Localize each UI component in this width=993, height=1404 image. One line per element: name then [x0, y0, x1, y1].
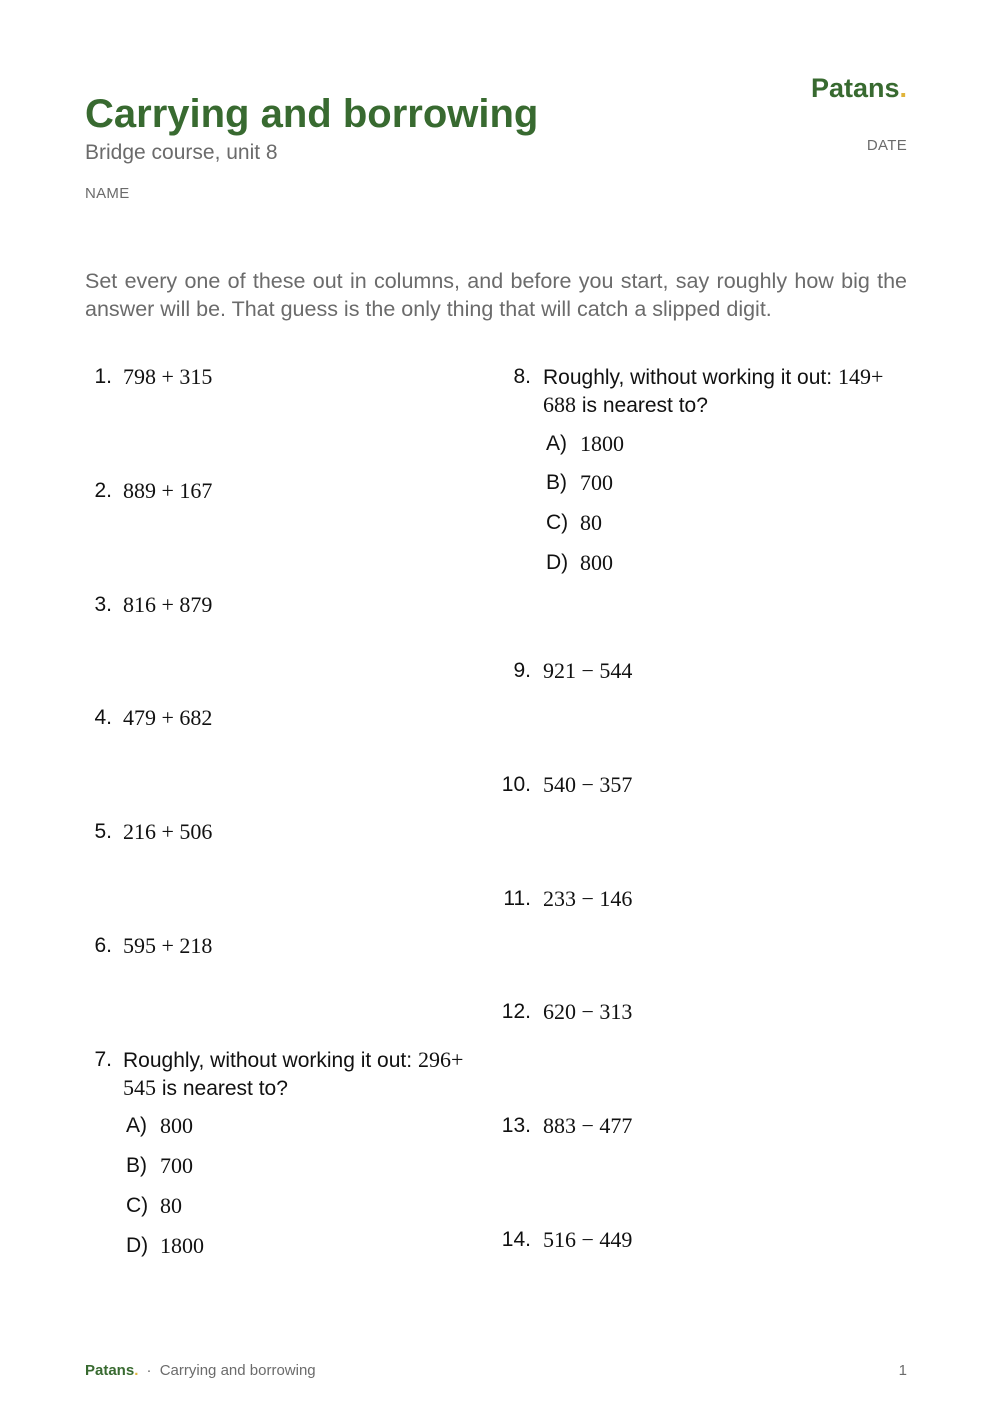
question-expression: 540 − 357 [543, 772, 633, 797]
q7-option-d[interactable] [126, 1232, 326, 1262]
option-letter: B) [126, 1154, 147, 1177]
option-letter: C) [126, 1194, 149, 1217]
question-number: 7. [94, 1048, 112, 1071]
option-value: 1800 [160, 1233, 204, 1258]
page-subtitle: Bridge course, unit 8 [85, 141, 278, 164]
brand-logo [811, 73, 907, 104]
question-number: 5. [94, 820, 112, 843]
page-footer [85, 1362, 907, 1382]
question-14 [499, 1226, 899, 1256]
option-value: 700 [580, 470, 613, 495]
question-expression: 233 − 146 [543, 886, 633, 911]
question-number: 4. [94, 706, 112, 729]
option-letter: A) [546, 432, 567, 455]
option-value: 700 [160, 1153, 193, 1178]
question-prompt: Roughly, without working it out: [123, 1049, 413, 1072]
question-expression: 216 + 506 [123, 819, 213, 844]
question-expression-part1: 296+ [417, 1047, 464, 1072]
question-11 [499, 885, 899, 915]
q7-option-b[interactable] [126, 1152, 326, 1182]
question-expression: 889 + 167 [123, 478, 213, 503]
footer-separator: · [146, 1362, 152, 1379]
question-9 [499, 657, 899, 687]
question-expression: 479 + 682 [123, 705, 213, 730]
question-expression-part2: 545 [123, 1075, 156, 1100]
question-10 [499, 771, 899, 801]
question-prompt-line1 [543, 363, 883, 392]
option-value: 800 [580, 550, 613, 575]
option-value: 80 [160, 1193, 182, 1218]
question-number: 2. [94, 479, 112, 502]
question-prompt-line1 [123, 1046, 463, 1075]
question-number: 1. [94, 365, 112, 388]
footer-title: Carrying and borrowing [159, 1362, 316, 1379]
option-value: 1800 [580, 431, 624, 456]
option-value: 80 [580, 510, 602, 535]
question-2 [80, 477, 480, 507]
question-suffix: is nearest to? [161, 1077, 288, 1100]
question-number: 12. [501, 1000, 531, 1023]
question-expression: 595 + 218 [123, 933, 213, 958]
option-letter: D) [546, 551, 569, 574]
question-expression: 921 − 544 [543, 658, 633, 683]
question-expression: 798 + 315 [123, 364, 213, 389]
q8-option-c[interactable] [546, 509, 746, 539]
question-number: 11. [503, 887, 531, 910]
footer-brand-dot: . [134, 1362, 139, 1379]
q7-option-a[interactable] [126, 1112, 326, 1142]
q8-option-b[interactable] [546, 469, 746, 499]
question-number: 9. [513, 659, 531, 682]
footer-brand-name: Patans [85, 1362, 135, 1379]
question-number: 10. [501, 773, 531, 796]
question-expression: 516 − 449 [543, 1227, 633, 1252]
question-expression: 883 − 477 [543, 1113, 633, 1138]
option-letter: C) [546, 511, 569, 534]
q8-option-a[interactable] [546, 430, 746, 460]
q7-option-c[interactable] [126, 1192, 326, 1222]
question-expression-part1: 149+ [837, 364, 884, 389]
question-suffix: is nearest to? [581, 394, 708, 417]
question-4 [80, 704, 480, 734]
question-13 [499, 1112, 899, 1142]
question-expression: 816 + 879 [123, 592, 213, 617]
question-7 [80, 1046, 500, 1106]
footer-brand [85, 1362, 138, 1379]
question-prompt: Roughly, without working it out: [543, 366, 833, 389]
option-value: 800 [160, 1113, 193, 1138]
question-prompt-line2 [543, 391, 708, 420]
question-number: 8. [513, 365, 531, 388]
question-number: 13. [501, 1114, 531, 1137]
question-6 [80, 932, 480, 962]
brand-dot: . [899, 73, 907, 103]
question-prompt-line2 [123, 1074, 288, 1103]
page-number: 1 [898, 1362, 907, 1379]
brand-name: Patans [810, 73, 900, 103]
option-letter: A) [126, 1114, 147, 1137]
question-1 [80, 363, 480, 393]
question-5 [80, 818, 480, 848]
name-label: NAME [85, 185, 130, 202]
option-letter: D) [126, 1234, 149, 1257]
question-number: 6. [94, 934, 112, 957]
question-number: 3. [94, 593, 112, 616]
page-title: Carrying and borrowing [85, 92, 539, 136]
question-12 [499, 998, 899, 1028]
question-number: 14. [501, 1228, 531, 1251]
instructions: Set every one of these out in columns, and before you start, say roughly how big the answer will be. That guess is the only thing that will catch a slipped digit. [85, 269, 907, 321]
question-expression-part2: 688 [543, 392, 576, 417]
q8-option-d[interactable] [546, 549, 746, 579]
question-8 [499, 363, 919, 423]
question-3 [80, 591, 480, 621]
option-letter: B) [546, 471, 567, 494]
date-label: DATE [866, 137, 907, 154]
question-expression: 620 − 313 [543, 999, 633, 1024]
